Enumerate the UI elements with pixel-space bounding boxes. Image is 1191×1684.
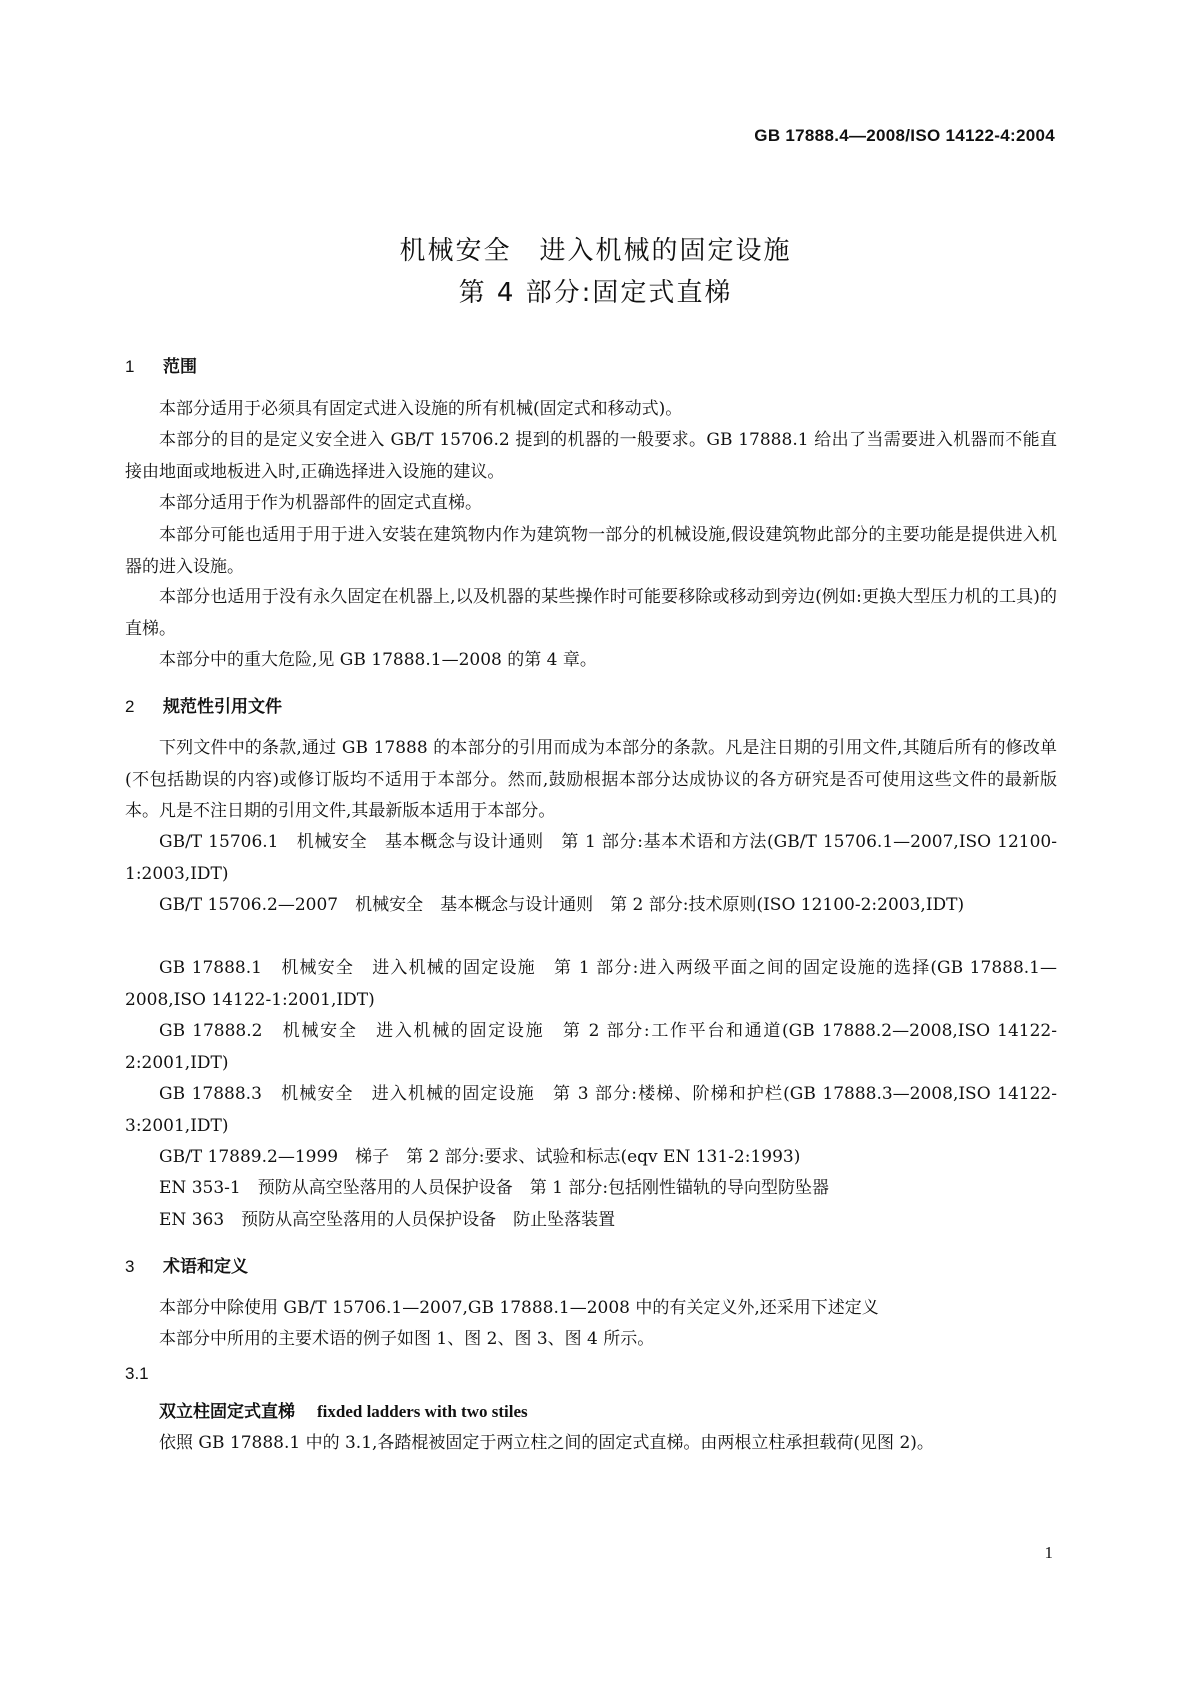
section-title: 范围 xyxy=(163,357,197,377)
reference-item: GB/T 15706.2—2007 机械安全 基本概念与设计通则 第 2 部分:技术原则(ISO 12100-2:2003,IDT) xyxy=(159,895,965,915)
term-english: fixded ladders with two stiles xyxy=(317,1402,528,1421)
reference-item: GB/T 15706.1 机械安全 基本概念与设计通则 第 1 部分:基本术语和方法(GB/T 15706.1—2007,ISO 12100-1:2003,IDT) xyxy=(125,832,1057,884)
section-1-paragraph: 本部分适用于作为机器部件的固定式直梯。 xyxy=(159,493,482,513)
reference-item: GB 17888.3 机械安全 进入机械的固定设施 第 3 部分:楼梯、阶梯和护栏(GB 17888.3—2008,ISO 14122-3:2001,IDT) xyxy=(125,1084,1057,1136)
reference-item: GB 17888.1 机械安全 进入机械的固定设施 第 1 部分:进入两级平面之间的固定设施的选择(GB 17888.1—2008,ISO 14122-1:2001,IDT) xyxy=(125,958,1057,1010)
document-title-line1: 机械安全 进入机械的固定设施 xyxy=(399,236,792,266)
term-chinese: 双立柱固定式直梯 xyxy=(159,1402,295,1422)
reference-item: GB/T 17889.2—1999 梯子 第 2 部分:要求、试验和标志(eqv EN 131-2:1993) xyxy=(159,1147,801,1167)
section-1-paragraph: 本部分适用于必须具有固定式进入设施的所有机械(固定式和移动式)。 xyxy=(159,399,683,419)
section-number: 3 xyxy=(125,1257,135,1276)
section-1-heading xyxy=(125,352,197,377)
section-2-heading xyxy=(125,692,282,717)
standard-code: GB 17888.4—2008/ISO 14122-4:2004 xyxy=(754,126,1055,145)
section-3-heading xyxy=(125,1252,248,1277)
section-2-paragraph: 下列文件中的条款,通过 GB 17888 的本部分的引用而成为本部分的条款。凡是注日期的引用文件,其随后所有的修改单(不包括勘误的内容)或修订版均不适用于本部分。然而,鼓励根据本部分达成协议的各方研究是否可使用这些文件的最新版本。凡是不注日期的引用文件,其最新版本适用于本部分。 xyxy=(125,738,1057,821)
section-1-paragraph: 本部分可能也适用于用于进入安装在建筑物内作为建筑物一部分的机械设施,假设建筑物此部分的主要功能是提供进入机器的进入设施。 xyxy=(125,525,1057,577)
section-1-paragraph: 本部分中的重大危险,见 GB 17888.1—2008 的第 4 章。 xyxy=(159,650,597,670)
reference-item: EN 353-1 预防从高空坠落用的人员保护设备 第 1 部分:包括刚性锚轨的导向型防坠器 xyxy=(159,1178,830,1198)
document-title-line2: 第 4 部分:固定式直梯 xyxy=(458,278,733,308)
subsection-number: 3.1 xyxy=(125,1364,149,1383)
section-number: 2 xyxy=(125,697,135,716)
section-3-paragraph: 本部分中除使用 GB/T 15706.1—2007,GB 17888.1—2008 中的有关定义外,还采用下述定义 xyxy=(159,1298,879,1318)
reference-item: EN 363 预防从高空坠落用的人员保护设备 防止坠落装置 xyxy=(159,1210,616,1230)
term-heading xyxy=(159,1397,528,1422)
section-1-paragraph: 本部分也适用于没有永久固定在机器上,以及机器的某些操作时可能要移除或移动到旁边(例如:更换大型压力机的工具)的直梯。 xyxy=(125,587,1057,639)
section-title: 术语和定义 xyxy=(163,1257,248,1277)
reference-item: GB 17888.2 机械安全 进入机械的固定设施 第 2 部分:工作平台和通道(GB 17888.2—2008,ISO 14122-2:2001,IDT) xyxy=(125,1021,1057,1073)
section-1-paragraph: 本部分的目的是定义安全进入 GB/T 15706.2 提到的机器的一般要求。GB 17888.1 给出了当需要进入机器而不能直接由地面或地板进入时,正确选择进入设施的建议。 xyxy=(125,430,1057,482)
section-3-paragraph: 本部分中所用的主要术语的例子如图 1、图 2、图 3、图 4 所示。 xyxy=(159,1329,655,1349)
section-number: 1 xyxy=(125,357,135,376)
section-title: 规范性引用文件 xyxy=(163,697,282,717)
page-number: 1 xyxy=(1044,1543,1053,1562)
term-definition: 依照 GB 17888.1 中的 3.1,各踏棍被固定于两立柱之间的固定式直梯。由两根立柱承担载荷(见图 2)。 xyxy=(159,1433,934,1453)
